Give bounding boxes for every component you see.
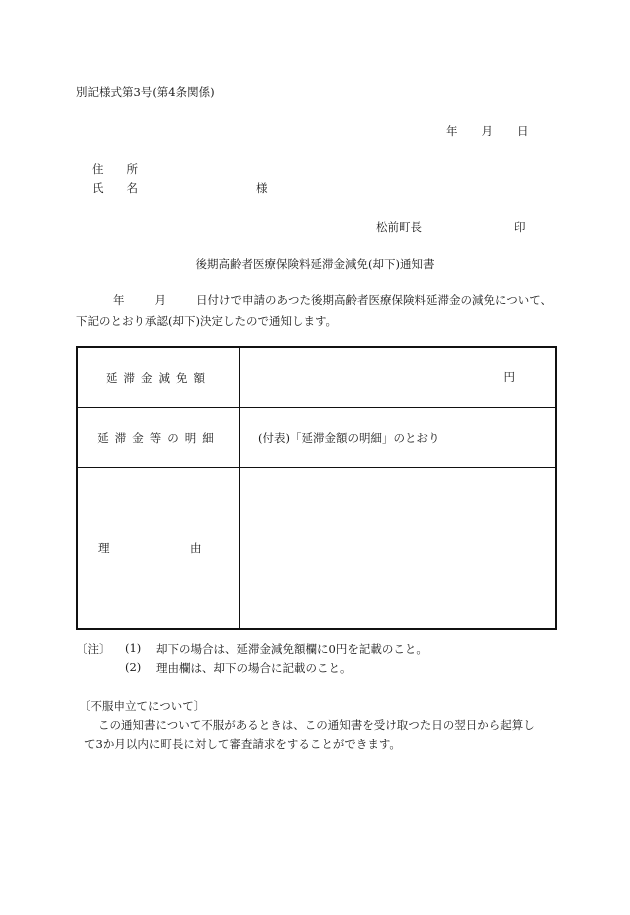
date-month: 月	[481, 124, 493, 138]
objection-heading: 〔不服申立てについて〕	[79, 699, 206, 713]
reason-label-b: 由	[190, 541, 202, 555]
address-label: 住 所	[92, 162, 138, 176]
note-text: 理由欄は、却下の場合に記載のこと。	[156, 661, 352, 675]
notes-heading: 〔注〕	[76, 642, 111, 656]
date-year: 年	[446, 124, 458, 138]
seal-mark: 印	[514, 220, 526, 234]
body-line1-rest: 日付けで申請のあつた後期高齢者医療保険料延滞金の減免について、	[196, 293, 553, 307]
details-value: (付表)「延滞金額の明細」のとおり	[240, 408, 557, 468]
date-line	[446, 123, 529, 139]
body-year: 年	[113, 293, 125, 307]
body-line-1	[113, 292, 552, 308]
honorific: 様	[256, 181, 268, 195]
table-row	[77, 408, 556, 468]
exemption-amount-label: 延滞金減免額	[77, 347, 240, 408]
exemption-amount-field	[240, 347, 557, 408]
objection-text-line-2: て3か月以内に町長に対して審査請求をすることができます。	[84, 737, 401, 751]
yen-unit: 円	[503, 370, 515, 384]
details-table	[76, 346, 557, 630]
date-day: 日	[517, 124, 529, 138]
body-month: 月	[154, 293, 166, 307]
name-label: 氏 名	[92, 181, 138, 195]
form-number: 別記様式第3号(第4条関係)	[76, 85, 215, 99]
objection-text-line-1: この通知書について不服があるときは、この通知書を受け取つた日の翌日から起算し	[98, 718, 535, 732]
reason-label	[77, 468, 240, 630]
document-title: 後期高齢者医療保険料延滞金減免(却下)通知書	[195, 257, 435, 271]
note-number: (2)	[125, 660, 142, 674]
table-row	[77, 347, 556, 408]
body-line-2: 下記のとおり承認(却下)決定したので通知します。	[76, 314, 338, 328]
note-number: (1)	[125, 641, 142, 655]
table-row	[77, 468, 556, 630]
reason-label-a: 理	[98, 541, 110, 555]
reason-field	[240, 468, 557, 630]
issuer-name: 松前町長	[376, 220, 422, 234]
details-label: 延滞金等の明細	[77, 408, 240, 468]
note-text: 却下の場合は、延滞金減免額欄に0円を記載のこと。	[156, 642, 428, 656]
